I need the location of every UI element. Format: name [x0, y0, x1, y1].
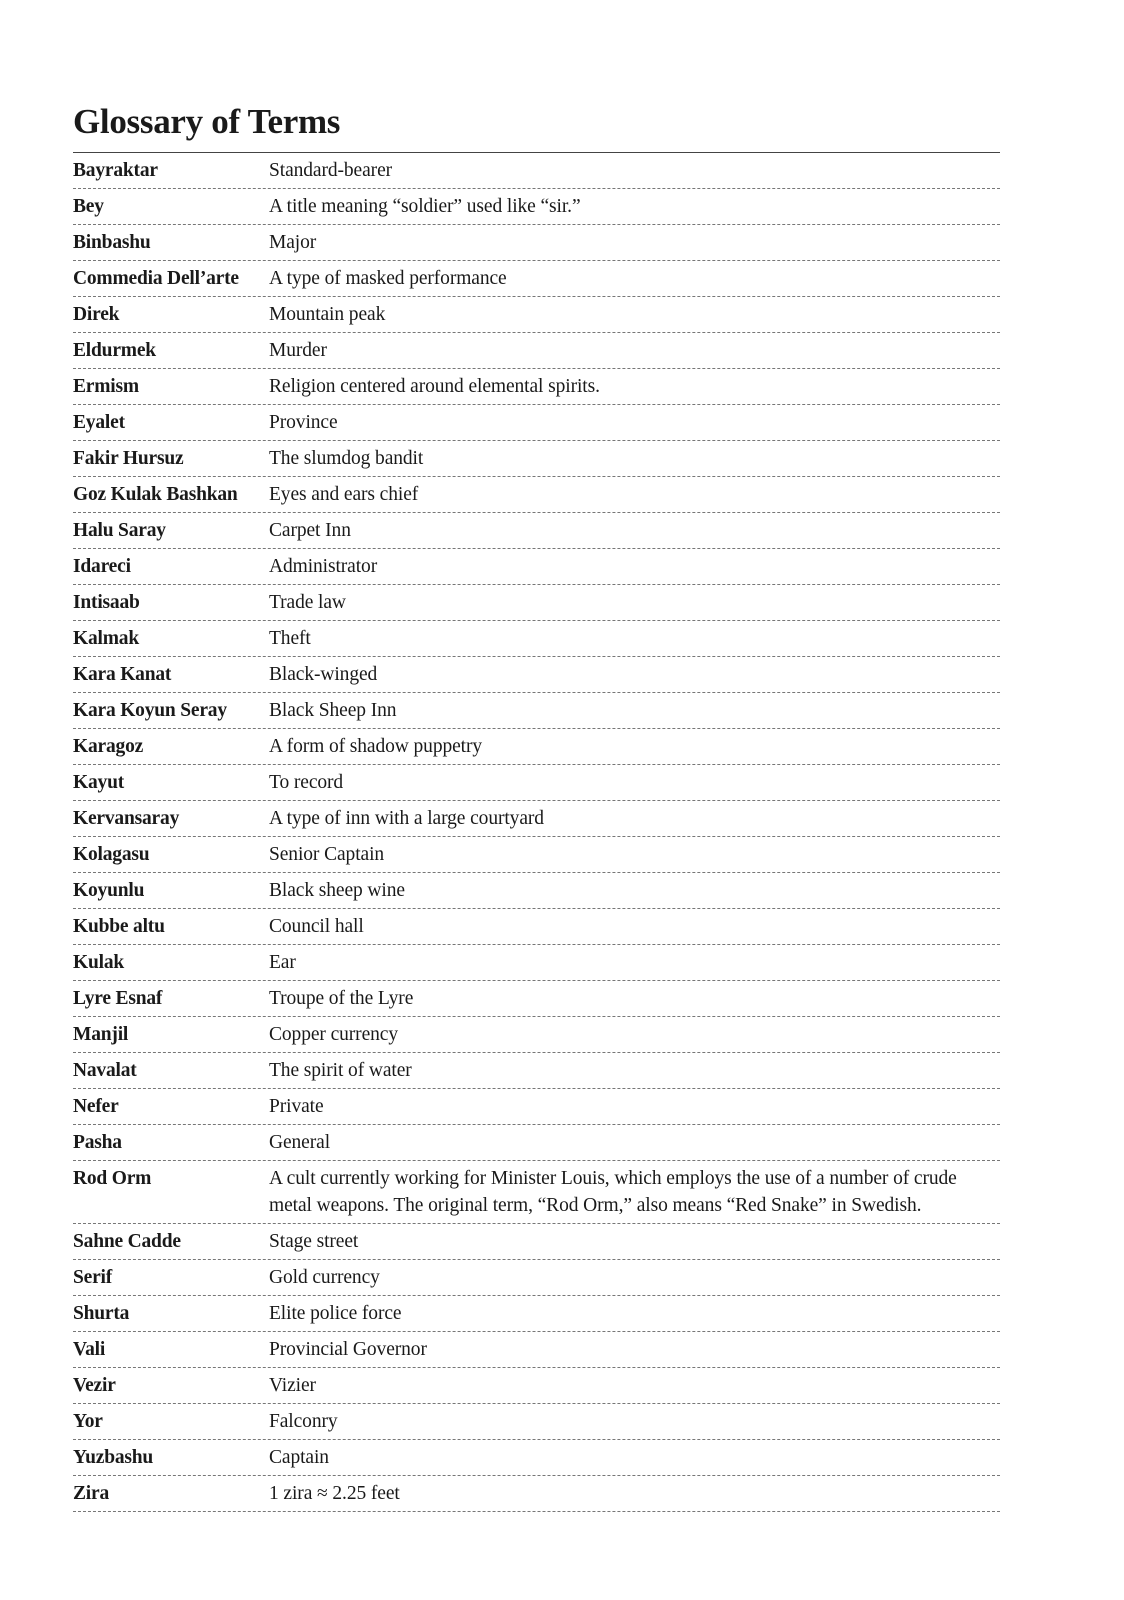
glossary-term: Zira [73, 1483, 110, 1504]
glossary-definition: Religion centered around elemental spirits. [269, 376, 600, 397]
glossary-definition: Vizier [269, 1375, 316, 1396]
glossary-term: Kolagasu [73, 844, 150, 865]
glossary-term: Lyre Esnaf [73, 988, 163, 1009]
glossary-row [73, 801, 1000, 837]
glossary-definition: General [269, 1132, 331, 1153]
glossary-term: Yor [73, 1411, 103, 1432]
glossary-definition: Black-winged [269, 664, 378, 685]
glossary-term: Manjil [73, 1024, 129, 1045]
glossary-term: Intisaab [73, 592, 140, 613]
glossary-term: Navalat [73, 1060, 137, 1081]
glossary-term: Koyunlu [73, 880, 145, 901]
glossary-term: Yuzbashu [73, 1447, 154, 1468]
glossary-row [73, 225, 1000, 261]
glossary-definition: Standard-bearer [269, 160, 393, 181]
glossary-definition: 1 zira ≈ 2.25 feet [269, 1483, 400, 1504]
glossary-term: Nefer [73, 1096, 119, 1117]
glossary-definition: To record [269, 772, 344, 793]
glossary-term: Pasha [73, 1132, 122, 1153]
glossary-definition: Captain [269, 1447, 329, 1468]
glossary-row [73, 657, 1000, 693]
glossary-term: Binbashu [73, 232, 151, 253]
glossary-row [73, 1404, 1000, 1440]
glossary-term: Rod Orm [73, 1168, 152, 1189]
glossary-row [73, 369, 1000, 405]
glossary-row [73, 909, 1000, 945]
glossary-row [73, 837, 1000, 873]
glossary-term: Direk [73, 304, 120, 325]
glossary-term: Kulak [73, 952, 125, 973]
glossary-term: Idareci [73, 556, 131, 577]
glossary-definition: Province [269, 412, 338, 433]
glossary-definition: A cult currently working for Minister Louis, which employs the use of a number of crude metal weapons. The original term, “Rod Orm,” also means “Red Snake” in Swedish. [269, 1168, 957, 1216]
glossary-row [73, 549, 1000, 585]
glossary-definition: Carpet Inn [269, 520, 351, 541]
glossary-definition: Copper currency [269, 1024, 398, 1045]
glossary-definition: Stage street [269, 1231, 359, 1252]
glossary-row [73, 1161, 1000, 1224]
glossary-term: Commedia Dell’arte [73, 268, 239, 289]
glossary-term: Halu Saray [73, 520, 166, 541]
glossary-row [73, 1476, 1000, 1512]
glossary-term: Eyalet [73, 412, 125, 433]
glossary-definition: A type of inn with a large courtyard [269, 808, 544, 829]
glossary-row [73, 981, 1000, 1017]
glossary-term: Kayut [73, 772, 125, 793]
glossary-row [73, 1089, 1000, 1125]
glossary-definition: A title meaning “soldier” used like “sir.” [269, 196, 581, 217]
glossary-row [73, 1260, 1000, 1296]
glossary-row [73, 693, 1000, 729]
glossary-row [73, 1224, 1000, 1260]
glossary-definition: Provincial Governor [269, 1339, 427, 1360]
glossary-definition: Trade law [269, 592, 346, 613]
glossary-row [73, 585, 1000, 621]
glossary-term: Kara Kanat [73, 664, 172, 685]
glossary-term: Bey [73, 196, 104, 217]
glossary-definition: Eyes and ears chief [269, 484, 419, 505]
glossary-term: Eldurmek [73, 340, 156, 361]
glossary-row [73, 1332, 1000, 1368]
glossary-term: Fakir Hursuz [73, 448, 184, 469]
glossary-row [73, 261, 1000, 297]
glossary-definition: Council hall [269, 916, 364, 937]
glossary-row [73, 1440, 1000, 1476]
glossary-row [73, 1017, 1000, 1053]
glossary-definition: A type of masked performance [269, 268, 507, 289]
glossary-row [73, 1368, 1000, 1404]
glossary-row [73, 1125, 1000, 1161]
glossary-term: Goz Kulak Bashkan [73, 484, 238, 505]
glossary-row [73, 297, 1000, 333]
glossary-row [73, 729, 1000, 765]
glossary-term: Kalmak [73, 628, 139, 649]
glossary-definition: Elite police force [269, 1303, 402, 1324]
glossary-definition: Senior Captain [269, 844, 385, 865]
glossary-term: Kubbe altu [73, 916, 165, 937]
glossary-definition: Private [269, 1096, 324, 1117]
glossary-row [73, 405, 1000, 441]
glossary-definition: Ear [269, 952, 296, 973]
glossary-definition: Black Sheep Inn [269, 700, 397, 721]
glossary-table [73, 153, 1000, 1512]
glossary-term: Sahne Cadde [73, 1231, 181, 1252]
glossary-term: Ermism [73, 376, 139, 397]
glossary-definition: Major [269, 232, 317, 253]
glossary-term: Kara Koyun Seray [73, 700, 227, 721]
glossary-row [73, 513, 1000, 549]
glossary-definition: Murder [269, 340, 327, 361]
glossary-definition: Mountain peak [269, 304, 386, 325]
glossary-row [73, 153, 1000, 189]
glossary-definition: Gold currency [269, 1267, 380, 1288]
glossary-term: Bayraktar [73, 160, 158, 181]
glossary-definition: Falconry [269, 1411, 338, 1432]
glossary-term: Vezir [73, 1375, 116, 1396]
glossary-term: Kervansaray [73, 808, 180, 829]
glossary-term: Karagoz [73, 736, 144, 757]
glossary-row [73, 1053, 1000, 1089]
glossary-row [73, 441, 1000, 477]
glossary-term: Vali [73, 1339, 106, 1360]
glossary-page [73, 100, 1000, 1512]
glossary-term: Serif [73, 1267, 113, 1288]
glossary-definition: The spirit of water [269, 1060, 412, 1081]
glossary-row [73, 189, 1000, 225]
glossary-definition: The slumdog bandit [269, 448, 424, 469]
glossary-row [73, 873, 1000, 909]
glossary-definition: Administrator [269, 556, 378, 577]
glossary-row [73, 1296, 1000, 1332]
glossary-definition: Troupe of the Lyre [269, 988, 414, 1009]
glossary-row [73, 945, 1000, 981]
glossary-row [73, 333, 1000, 369]
glossary-term: Shurta [73, 1303, 130, 1324]
glossary-definition: Theft [269, 628, 311, 649]
glossary-definition: Black sheep wine [269, 880, 405, 901]
glossary-definition: A form of shadow puppetry [269, 736, 483, 757]
glossary-row [73, 477, 1000, 513]
glossary-row [73, 621, 1000, 657]
page-title: Glossary of Terms [73, 102, 341, 141]
glossary-row [73, 765, 1000, 801]
